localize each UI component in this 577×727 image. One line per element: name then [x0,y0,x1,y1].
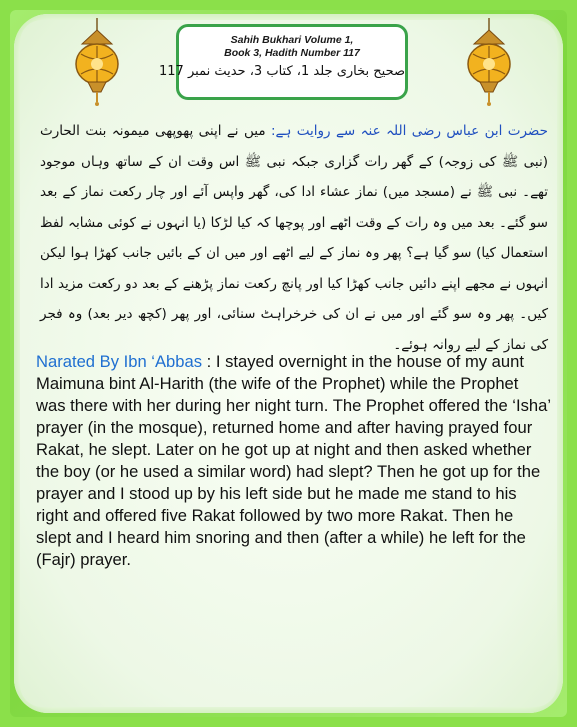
english-text: : I stayed overnight in the house of my aunt Maimuna bint Al-Harith (the wife of the Prophet) while the Prophet was there with her during her night turn. The Prophet offered the ‘Isha’ prayer (in the mosque), returned home and after having prayed four Rakat, he slept. Later on he got up at night and then asked whether the boy (or he used a similar word) had slept? Then he got up for the prayer and I stood up by his left side but he made me stand to his right and offered five Rakat followed by two more Rakat. Then he slept and I heard him snoring and then (after a while) he left for the (Fajr) prayer. [36,352,551,569]
reference-line-2: Book 3, Hadith Number 117 [224,47,360,59]
urdu-narration [40,116,548,360]
reference-line-1: Sahih Bukhari Volume 1, [230,34,354,46]
urdu-narrator: حضرت ابن عباس رضی اللہ عنہ سے روایت ہے: [270,123,548,139]
english-narrator: Narated By Ibn ‘Abbas [36,352,203,371]
urdu-text: میں نے اپنی پھوپھی میمونہ بنت الحارث (نبی ﷺ کی زوجہ) کے گھر رات گزاری جبکہ نبی ﷺ اس وقت ان کے ساتھ وہاں موجود تھے۔ نبی ﷺ نے (مسجد میں) نماز عشاء ادا کی، گھر واپس آئے اور چار رکعت نماز کے بعد سو گئے۔ بعد میں وہ رات کے وقت اٹھے اور پوچھا کہ کیا لڑکا (یا انہوں نے کوئی مشابہ لفظ استعمال کیا) سو گیا ہے؟ پھر وہ نماز کے لیے اٹھے اور میں ان کے بائیں جانب کھڑا ہوا لیکن انہوں نے مجھے اپنے دائیں جانب کھڑا کیا اور پانچ رکعت نماز پڑھنے کے بعد دو رکعت مزید ادا کیں۔ پھر وہ سو گئے اور میں نے ان کی خرخراہٹ سنائی، اور پھر (کچھ دیر بعد) وہ فجر کی نماز کے لیے روانہ ہوئے۔ [40,123,548,353]
lantern-left-icon [68,18,126,106]
lantern-right-icon [460,18,518,106]
hadith-reference-box [159,24,408,100]
english-narration [36,351,551,571]
reference-urdu: صحیح بخاری جلد 1، کتاب 3، حدیث نمبر 117 [159,64,405,79]
